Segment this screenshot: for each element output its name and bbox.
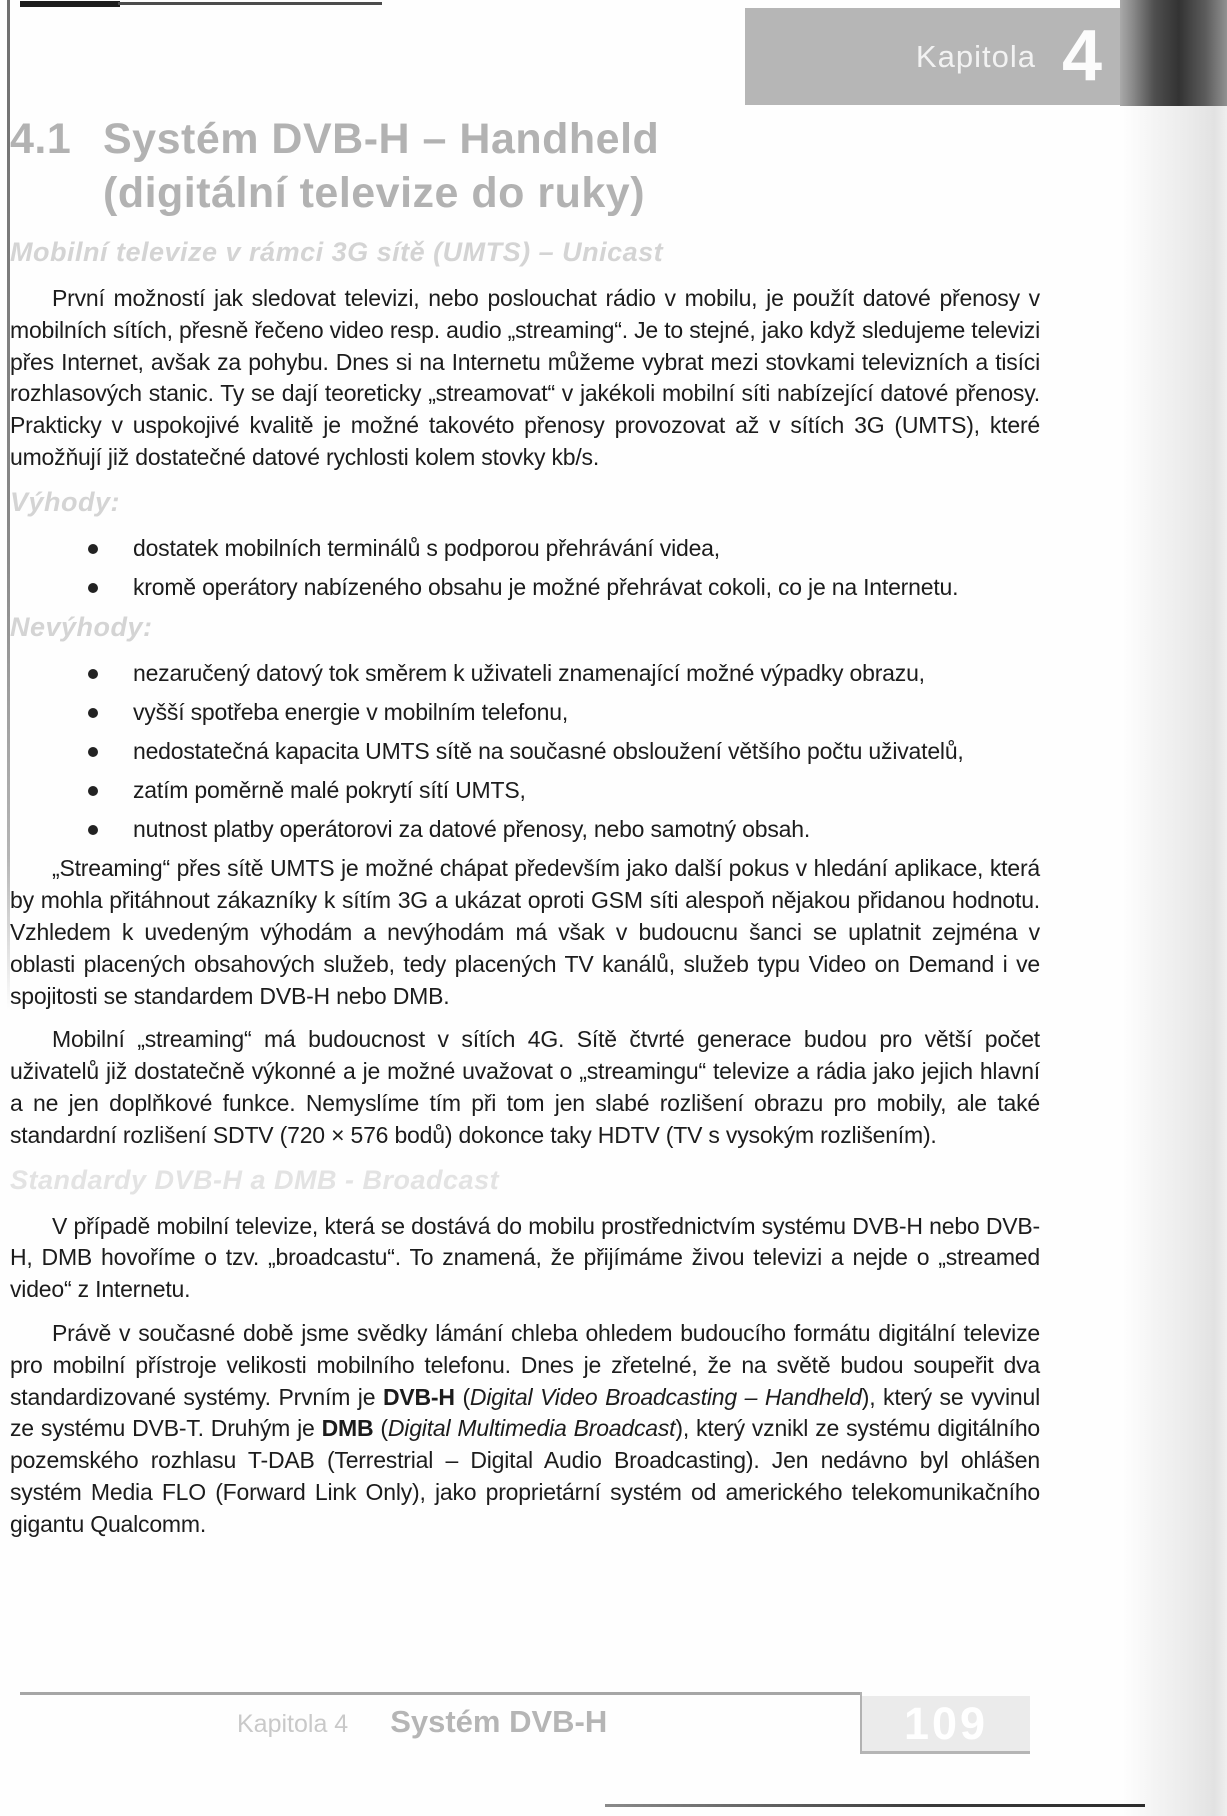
page-curl-shadow [1122, 106, 1227, 1816]
bullet-item [10, 736, 1040, 768]
chapter-tab [745, 8, 1120, 105]
bullet-text: kromě operátory nabízeného obsahu je možné přehrávat cokoli, co je na Internetu. [133, 573, 959, 600]
chapter-tab-number: 4 [1061, 16, 1102, 96]
footer-rule [20, 1692, 862, 1695]
subheading: Mobilní televize v rámci 3G sítě (UMTS) – Unicast [10, 237, 664, 267]
section-heading [10, 112, 659, 220]
subheading: Nevýhody: [10, 612, 153, 643]
paragraph-segment: V případě mobilní televize, která se dostává do mobilu prostřednictvím systému DVB-H nebo DVB-H, DMB hovoříme o tzv. „broadcastu“. To znamená, že přijímáme živou televizi a nejde o „streamed video“ z Internetu. [10, 1212, 1040, 1303]
bullet-dot-icon [88, 583, 98, 593]
paragraph-segment: Digital Video Broadcasting – Handheld [469, 1383, 862, 1410]
subheading: Výhody: [10, 486, 121, 517]
paragraph [10, 1318, 1040, 1541]
bullet-item [10, 697, 1040, 729]
paragraph [10, 1024, 1040, 1151]
bullet-item [10, 814, 1040, 846]
top-edge-artifact [20, 1, 120, 7]
paragraph [10, 283, 1040, 474]
bullet-item [10, 572, 1040, 604]
footer-chapter-label: Kapitola 4 [237, 1710, 349, 1738]
paragraph-segment: Digital Multimedia Broadcast [387, 1415, 676, 1442]
chapter-tab-label: Kapitola [915, 38, 1036, 74]
paragraph [10, 1211, 1040, 1306]
bullet-text: vyšší spotřeba energie v mobilním telefonu, [133, 699, 569, 726]
paragraph-segment: DMB [321, 1415, 374, 1442]
footer-text [237, 1704, 607, 1740]
bottom-edge-artifact [605, 1804, 1145, 1807]
section-number: 4.1 [10, 115, 72, 163]
bullet-text: nezaručený datový tok směrem k uživateli znamenající možné výpadky obrazu, [133, 660, 925, 687]
bullet-list [10, 533, 1040, 604]
bullet-dot-icon [88, 747, 98, 757]
bullet-dot-icon [88, 669, 98, 679]
bullet-dot-icon [88, 825, 98, 835]
paragraph-segment: ), který se vyvinul ze systému DVB-T. Druhým je [10, 1383, 1040, 1442]
page-number-box [862, 1696, 1030, 1754]
bullet-text: nutnost platby operátorovi za datové přenosy, nebo samotný obsah. [133, 815, 811, 842]
section-title-line2: (digitální televize do ruky) [103, 169, 646, 217]
bullet-dot-icon [88, 544, 98, 554]
book-spine-shadow [1120, 0, 1227, 106]
paragraph-segment: ), který vznikl ze systému digitálního pozemského rozhlasu T-DAB (Terrestrial – Digital Audio Broadcasting). Jen nedávno byl ohlášen systém Media FLO (Forward Link Only), jako proprietární systém od amerického telekomunikačního gigantu Qualcomm. [10, 1415, 1040, 1537]
paragraph-segment: ( [373, 1415, 388, 1442]
footer-section-label: Systém DVB-H [390, 1704, 608, 1739]
subheading: Standardy DVB-H a DMB - Broadcast [10, 1164, 500, 1195]
paragraph-segment: Právě v současné době jsme svědky lámání chleba ohledem budoucího formátu digitální televize pro mobilní přístroje velikosti mobilního telefonu. Dnes je zřetelné, že na světě budou soupeřit dva standardizované systémy. Prvním je [10, 1319, 1040, 1410]
bullet-text: zatím poměrně malé pokrytí sítí UMTS, [133, 776, 526, 803]
top-edge-artifact-thin [118, 2, 382, 5]
bullet-dot-icon [88, 786, 98, 796]
section-title-line1: Systém DVB-H – Handheld [103, 115, 660, 163]
content-blocks [10, 236, 1040, 1553]
page-number: 109 [903, 1697, 989, 1749]
bullet-item [10, 658, 1040, 690]
bullet-item [10, 775, 1040, 807]
paragraph-segment: První možností jak sledovat televizi, nebo poslouchat rádio v mobilu, je použít datové přenosy v mobilních sítích, přesně řečeno video resp. audio „streaming“. Je to stejné, jako když sledujeme televizi přes Internet, avšak za pohybu. Dnes si na Internetu můžeme vybrat mezi stovkami televizních a tisíci rozhlasových stanic. Ty se dají teoreticky „streamovat“ v jakékoli mobilní síti nabízející datové přenosy. Prakticky v uspokojivé kvalitě je možné takovéto přenosy provozovat až v sítích 3G (UMTS), které umožňují již dostatečné datové rychlosti kolem stovky kb/s. [10, 285, 1040, 470]
bullet-list [10, 658, 1040, 845]
paragraph-segment: „Streaming“ přes sítě UMTS je možné chápat především jako další pokus v hledání aplikace, která by mohla přitáhnout zákazníky k sítím 3G a ukázat oproti GSM síti alespoň nějakou přidanou hodnotu. Vzhledem k uvedeným výhodám a nevýhodám má však v budoucnu šanci se uplatnit zejména v oblasti placených obsahových služeb, tedy placených TV kanálů, služeb typu Video on Demand i ve spojitosti se standardem DVB-H nebo DMB. [10, 855, 1040, 1009]
paragraph-segment: ( [454, 1383, 470, 1410]
bullet-text: dostatek mobilních terminálů s podporou přehrávání videa, [133, 534, 720, 561]
bullet-text: nedostatečná kapacita UMTS sítě na současné obsloužení většího počtu uživatelů, [133, 737, 964, 764]
bullet-dot-icon [88, 708, 98, 718]
paragraph-segment: DVB-H [382, 1383, 455, 1410]
bullet-item [10, 533, 1040, 565]
section-title [103, 112, 659, 220]
paragraph-segment: Mobilní „streaming“ má budoucnost v sítích 4G. Sítě čtvrté generace budou pro větší počet uživatelů již dostatečně výkonné a je možné uvažovat o „streamingu“ televize a rádia jako jejich hlavní a ne jen doplňkové funkce. Nemyslíme tím při tom jen slabé rozlišení obrazu pro mobily, ale také standardní rozlišení SDTV (720 × 576 bodů) dokonce taky HDTV (TV s vysokým rozlišením). [10, 1026, 1040, 1148]
paragraph [10, 853, 1040, 1012]
